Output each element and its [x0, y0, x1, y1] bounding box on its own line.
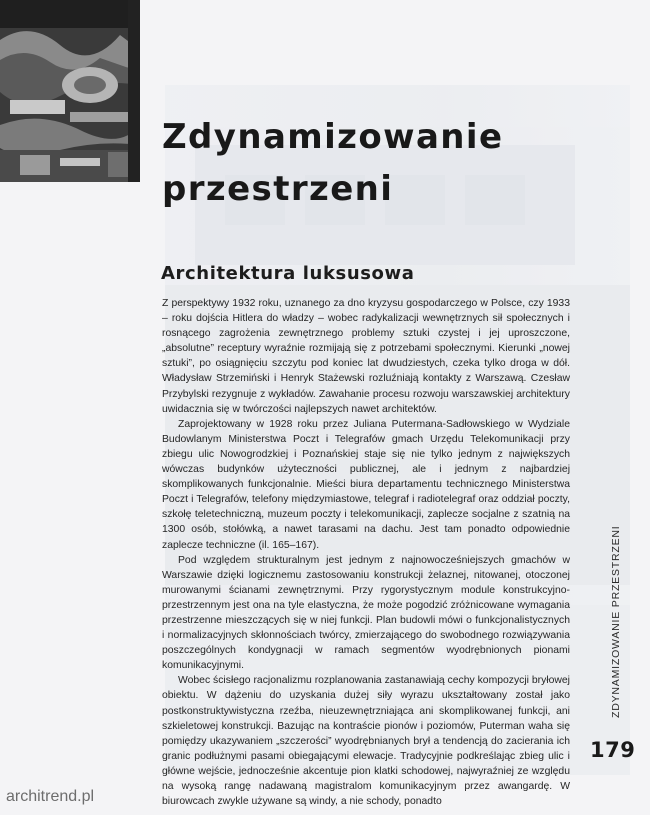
section-title: Architektura luksusowa [161, 263, 415, 284]
running-head: ZDYNAMIZOWANIE PRZESTRZENI [610, 525, 622, 718]
body-text [162, 296, 570, 809]
chapter-photo [0, 0, 140, 182]
page-number: 179 [590, 738, 636, 762]
chapter-title-line-2: przestrzeni [162, 169, 394, 209]
paragraph: Pod względem strukturalnym jest jednym z najnowocześniejszych gmachów w Warszawie dzięki logicznemu zastosowaniu konstrukcji żelaznej, nitowanej, otoczonej murowanymi ścianami zewnętrznymi. Przy rygorystycznym module konstrukcyjno-przestrzennym jest ona na tyle elastyczna, że może pogodzić zróżnicowane wymagania przestrzenne mieszczących się w niej funkcji. Plan budowli mówi o funkcjonalistycznych i normalizacyjnych skłonnościach twórcy, zmierzającego do swobodnego rozwiązywania poszczególnych kondygnacji w ramach segmentów wyodrębnionych pionami komunikacyjnymi. [162, 554, 570, 672]
watermark: architrend.pl [6, 788, 95, 805]
chapter-title [162, 111, 582, 215]
paragraph: Wobec ścisłego racjonalizmu rozplanowania zastanawiają cechy kompozycji bryłowej obiektu. W dążeniu do uzyskania dużej siły wyrazu ukształtowany został jako postkonstruktywistyczna rzeźba, nieuzewnętrzniająca ani skomplikowanej funkcji, ani szkieletowej konstrukcji. Bazując na kontraście pionów i poziomów, Puterman waha się pomiędzy ukazywaniem „szczerości” wyodrębnianych brył a tendencją do zacierania ich granic podłużnymi pasami obiegającymi elewacje. Tradycyjnie podkreślając zbieg ulic i główne wejście, jednocześnie akcentuje pion klatki schodowej, najwyraźniej ze względu na wysoką rangę nadawaną magistralom komunikacyjnym przez awangardę. W biurowcach zwykle używane są windy, a nie schody, ponadto [162, 675, 570, 808]
chapter-title-line-1: Zdynamizowanie [162, 117, 504, 157]
paragraph: Zaprojektowany w 1928 roku przez Juliana Putermana-Sadłowskiego w Wydziale Budowlanym Ministerstwa Poczt i Telegrafów gmach Urzędu Telekomunikacji przy zbiegu ulic Nowogrodzkiej i Poznańskiej staje się nie tylko jednym z największych wówczas budynków użyteczności publicznej, ale i jednym z najbardziej skomplikowanych funkcjonalnie. Mieści biura departamentu technicznego Ministerstwa Poczt i Telegrafów, telefony międzymiastowe, telegraf i radiotelegraf oraz oddział poczty, szkołę teletechniczną, muzeum poczty i telekomunikacji, zaplecze socjalne z szatnią na 1300 osób, stołówką, a nawet tarasami na dachu. Jest tam ponadto odpowiednie zaplecze techniczne (il. 165–167). [162, 418, 570, 551]
paragraph: Z perspektywy 1932 roku, uznanego za dno kryzysu gospodarczego w Polsce, czy 1933 – roku dojścia Hitlera do władzy – wobec radykalizacji wewnętrznych sił społecznych i rosnącego zagrożenia zewnętrznego problemy sztuki czystej i jej uproszczone, „absolutne” receptury wyraźnie rozmijają się z potrzebami społecznymi. Kierunki „nowej sztuki”, po osiągnięciu szczytu pod koniec lat dwudziestych, czeka tylko droga w dół. Władysław Strzemiński i Henryk Stażewski rozluźniają kontakty z Warszawą. Czesław Przybylski rezygnuje z wykładów. Zawahanie procesu rozwoju warszawskiej architektury uwidacznia się w twórczości najlepszych nawet architektów. [162, 298, 570, 415]
